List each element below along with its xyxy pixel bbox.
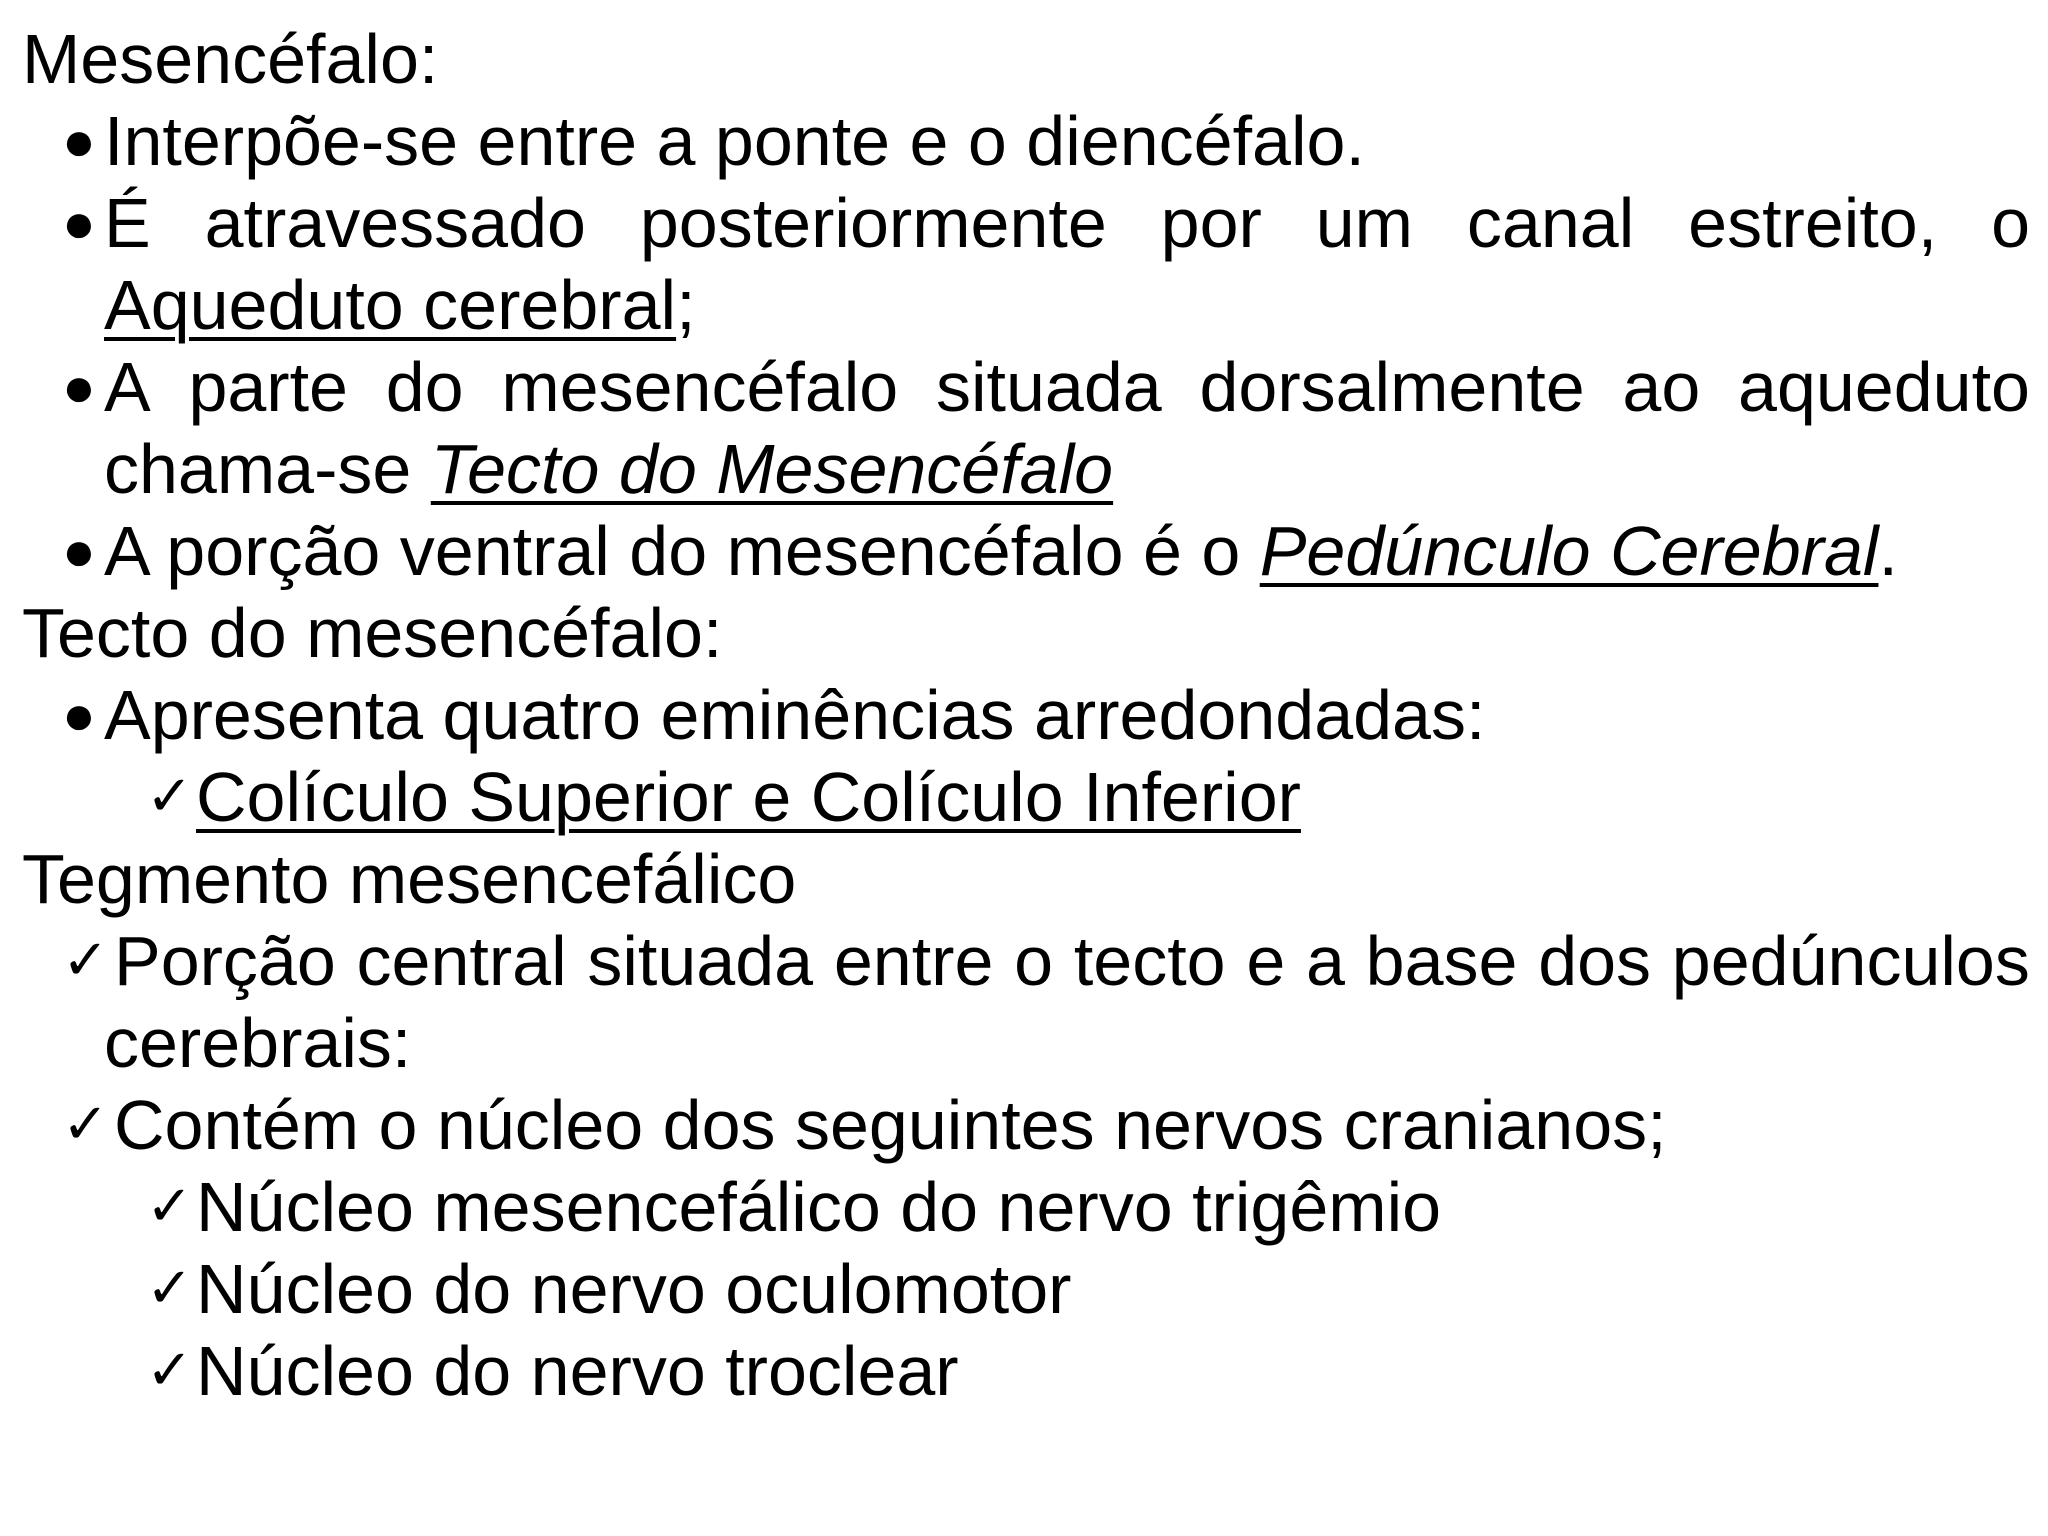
word: pedúnculos [1671, 922, 2030, 1000]
bullet-text-justified [104, 182, 2030, 264]
punctuation: . [1878, 512, 1898, 590]
word: central [356, 922, 567, 1000]
bullet-text-continuation [104, 264, 696, 346]
bullet-dot-icon: ● [62, 519, 96, 582]
sub-item-text: Núcleo do nervo oculomotor [196, 1250, 1072, 1328]
word: atravessado [204, 184, 586, 262]
word: dos [1538, 922, 1652, 1000]
term-tecto-do-mesencefalo: Tecto do Mesencéfalo [430, 430, 1114, 508]
bullet-text: Apresenta quatro eminências arredondadas: [104, 676, 1486, 754]
word: do [385, 348, 464, 426]
word: situada [935, 348, 1162, 426]
sub-item-text: Núcleo do nervo troclear [196, 1332, 959, 1410]
bullet-text-continuation [104, 428, 1113, 510]
term-coliculos: Colículo Superior e Colículo Inferior [196, 758, 1301, 836]
bullet-text: Interpõe-se entre a ponte e o diencéfalo. [104, 102, 1365, 180]
sub-item-text [196, 756, 1301, 838]
word: tecto [1073, 922, 1226, 1000]
checkmark-icon: ✓ [146, 764, 193, 829]
section-heading-tegmento: Tegmento mesencefálico [22, 840, 797, 918]
text: chama-se [104, 430, 431, 508]
word: É [104, 184, 151, 262]
word: estreito, [1688, 184, 1938, 262]
bullet-dot-icon: ● [62, 191, 96, 254]
word: o [1014, 922, 1054, 1000]
checkmark-icon: ✓ [146, 1256, 193, 1321]
word: um [1315, 184, 1413, 262]
word: o [1991, 184, 2030, 262]
checkmark-icon: ✓ [62, 1092, 109, 1157]
check-text-continuation: cerebrais: [104, 1004, 412, 1082]
check-text: Contém o núcleo dos seguintes nervos cranianos; [114, 1086, 1667, 1164]
word: canal [1466, 184, 1635, 262]
sub-item-text: Núcleo mesencefálico do nervo trigêmio [196, 1168, 1442, 1246]
text: A porção ventral do mesencéfalo é o [104, 512, 1260, 590]
check-text-justified [114, 920, 2030, 1002]
word: entre [833, 922, 994, 1000]
word: situada [587, 922, 814, 1000]
bullet-dot-icon: ● [62, 355, 96, 418]
word: base [1365, 922, 1518, 1000]
section-heading-tecto: Tecto do mesencéfalo: [22, 594, 723, 672]
bullet-text-justified [104, 346, 2030, 428]
word: a [1305, 922, 1345, 1000]
word: posteriormente [639, 184, 1107, 262]
word: ao [1622, 348, 1701, 426]
word: mesencéfalo [501, 348, 899, 426]
bullet-dot-icon: ● [62, 109, 96, 172]
term-pedunculo-cerebral: Pedúnculo Cerebral [1259, 512, 1879, 590]
word: parte [188, 348, 348, 426]
bullet-text [104, 510, 1898, 592]
checkmark-icon: ✓ [146, 1174, 193, 1239]
checkmark-icon: ✓ [62, 928, 109, 993]
word: Porção [114, 922, 336, 1000]
word: dorsalmente [1199, 348, 1585, 426]
word: e [1246, 922, 1286, 1000]
word: por [1160, 184, 1262, 262]
checkmark-icon: ✓ [146, 1338, 193, 1403]
punctuation: ; [676, 266, 696, 344]
section-heading-mesencefalo: Mesencéfalo: [22, 20, 439, 98]
bullet-dot-icon: ● [62, 683, 96, 746]
word: A [104, 348, 151, 426]
term-aqueduto-cerebral: Aqueduto cerebral [104, 266, 677, 344]
word: aqueduto [1738, 348, 2030, 426]
